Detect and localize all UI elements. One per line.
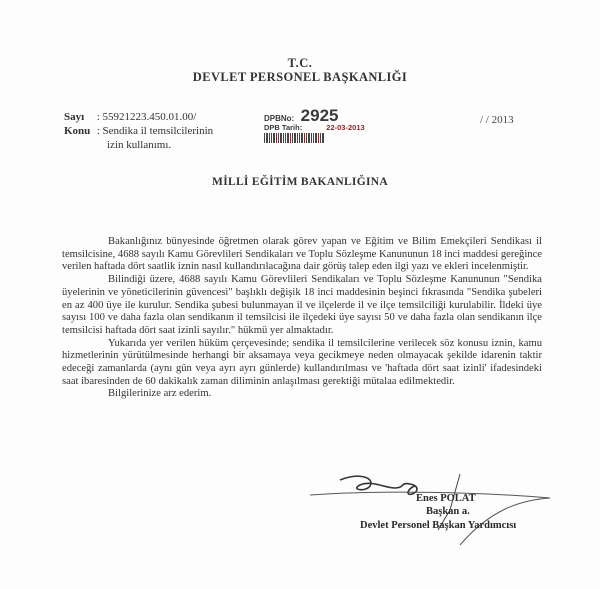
document-body [62, 236, 542, 401]
stamp-no-value: 2925 [300, 106, 339, 125]
konu-row [64, 124, 213, 138]
konu-label: Konu [64, 125, 91, 137]
stamp-no-label: DPBNo: [264, 114, 295, 123]
registry-stamp [264, 106, 365, 143]
signature-block [300, 470, 560, 550]
paragraph-closing: Bilgilerinize arz ederim. [108, 388, 212, 400]
document-meta [64, 110, 213, 152]
header-tc: T.C. [287, 56, 313, 70]
konu-value-line1: : Sendika il temsilcilerinin [96, 125, 214, 137]
addressee: MİLLİ EĞİTİM BAKANLIĞINA [212, 176, 388, 188]
paragraph-2: Bilindiği üzere, 4688 sayılı Kamu Görevlileri Sendikaları ve Toplu Sözleşme Kanununun "Sendika üyelerinin ve yöneticilerinin güvencesi" başlıklı değişik 18 inci maddesinin beşinci fıkrasında "Sendika şubeleri en az 400 üye ile kurulur. Sendika şubesi bulunmayan il ve ilçelerde il ve ilçe temsilciliği kurulabilir. İldeki üye sayısı 100 ve daha fazla olan sendikanın il temsilcisi ile ilçedeki üye sayısı 50 ve daha fazla olan sendikanın ilçe temsilcisi haftada dört saat izinli sayılır." hükmü yer almaktadır. [62, 274, 542, 336]
barcode-icon [264, 133, 324, 143]
paragraph-1: Bakanlığınız bünyesinde öğretmen olarak görev yapan ve Eğitim ve Bilim Emekçileri Sendikası il temsilcisine, 4688 sayılı Kamu Görevlileri Sendikaları ve Toplu Sözleşme Kanununun 18 inci maddesi gereğince verilen haftada dört saatlik iznin nasıl kullandırılacağına dair görüş talep eden ilgi yazı ve ekleri incelenmiştir. [62, 236, 542, 273]
sayi-value: : 55921223.450.01.00/ [96, 111, 197, 123]
signatory-title-1: Başkan a. [426, 506, 470, 517]
document-date: / / 2013 [480, 114, 514, 126]
signatory-title-2: Devlet Personel Başkan Yardımcısı [360, 520, 517, 531]
konu-value-line2: izin kullanımı. [107, 139, 172, 151]
header-organization: DEVLET PERSONEL BAŞKANLIĞI [192, 70, 408, 84]
stamp-date-value: 22-03-2013 [326, 123, 365, 132]
sayi-row [64, 110, 213, 124]
signatory-name: Enes POLAT [416, 493, 476, 504]
stamp-date-label: DPB Tarih: [264, 123, 303, 132]
paragraph-3: Yukarıda yer verilen hüküm çerçevesinde; sendika il temsilcilerine verilecek söz konusu iznin, kamu hizmetlerinin yürütülmesinde herhangi bir aksamaya veya gecikmeye neden olmayacak şekilde idarenin taktir edeceği zamanlarda (aynı gün veya ayrı ayrı günlerde) kullandırılması ve 'haftada dört saat izinli' ifadesindeki saat ibaresinden de 60 dakikalık zaman diliminin anlaşılması gerektiği mütalaa edilmektedir. [62, 337, 542, 387]
sayi-label: Sayı [64, 111, 85, 123]
